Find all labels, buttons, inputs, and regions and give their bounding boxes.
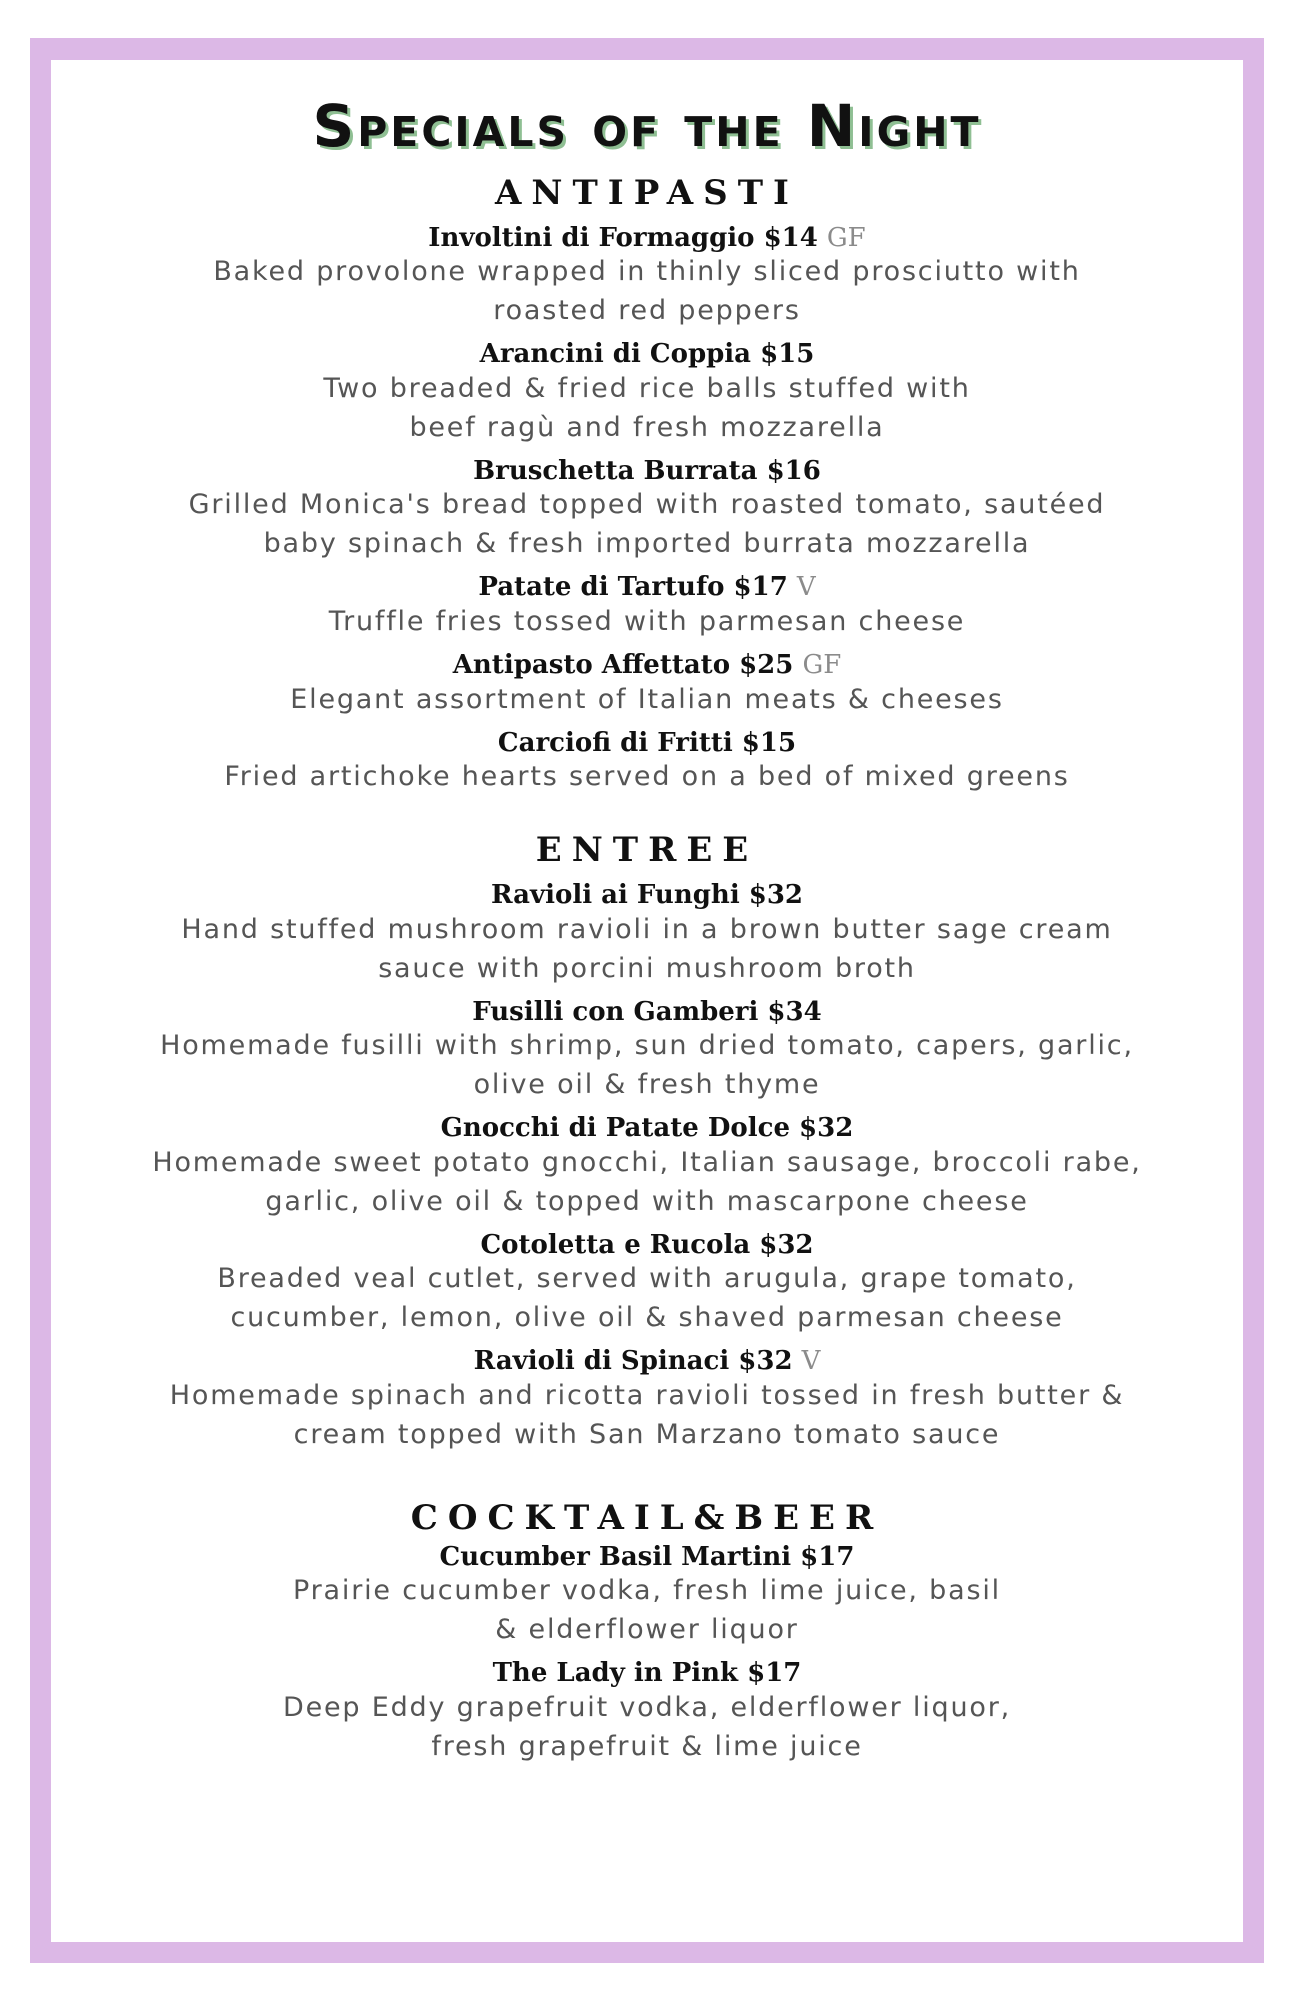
menu-item-description: Breaded veal cutlet, served with arugula, grape tomato, xyxy=(217,1263,1077,1295)
menu-item-name: Cotoletta e Rucola $32 xyxy=(480,1229,814,1260)
diet-tag: V xyxy=(796,572,816,603)
menu-item-name: Carciofi di Fritti $15 xyxy=(497,727,797,758)
menu-item-description: cucumber, lemon, olive oil & shaved parmesan cheese xyxy=(230,1302,1064,1334)
menu-item xyxy=(51,729,1243,797)
menu-item xyxy=(51,457,1243,564)
menu-item-description: beef ragù and fresh mozzarella xyxy=(409,411,885,443)
menu-item-description: Baked provolone wrapped in thinly sliced prosciutto with xyxy=(213,256,1081,288)
menu-item-description: Elegant assortment of Italian meats & cheeses xyxy=(290,683,1004,715)
menu-item-name: Arancini di Coppia $15 xyxy=(479,339,815,370)
menu-item-description: fresh grapefruit & lime juice xyxy=(431,1730,863,1762)
menu-item xyxy=(51,651,1243,719)
menu-item-description: Truffle fries tossed with parmesan cheese xyxy=(328,605,966,637)
menu-item-description: sauce with porcini mushroom broth xyxy=(378,952,916,984)
menu-item-name: Antipasto Affettato $25 GF xyxy=(452,649,842,680)
menu-item-name: The Lady in Pink $17 xyxy=(492,1658,802,1689)
menu-item xyxy=(51,224,1243,331)
menu-item-name: Gnocchi di Patate Dolce $32 xyxy=(440,1113,854,1144)
menu-item-name: Fusilli con Gamberi $34 xyxy=(472,996,822,1027)
menu-item xyxy=(51,998,1243,1105)
menu-item-description: cream topped with San Marzano tomato sauce xyxy=(293,1418,1001,1450)
menu-item-description: Prairie cucumber vodka, fresh lime juice, basil xyxy=(293,1575,1001,1607)
menu-item-description: Deep Eddy grapefruit vodka, elderflower liquor, xyxy=(283,1691,1011,1723)
diet-tag: GF xyxy=(802,649,842,680)
menu-title: Specials of the Night xyxy=(312,92,982,160)
menu-item-description: Grilled Monica's bread topped with roasted tomato, sautéed xyxy=(188,489,1106,521)
menu-item xyxy=(51,1659,1243,1766)
menu-item-name: Cucumber Basil Martini $17 xyxy=(439,1541,855,1572)
menu-item-description: olive oil & fresh thyme xyxy=(473,1069,821,1101)
menu-item-description: Fried artichoke hearts served on a bed of mixed greens xyxy=(224,761,1070,793)
menu-item-description: Hand stuffed mushroom ravioli in a brown butter sage cream xyxy=(181,913,1113,945)
menu-item-name: Involtini di Formaggio $14 GF xyxy=(428,222,866,253)
menu-item-description: Two breaded & fried rice balls stuffed with xyxy=(323,372,971,404)
menu-item-description: garlic, olive oil & topped with mascarpone cheese xyxy=(265,1185,1029,1217)
menu-item-description: Homemade spinach and ricotta ravioli tossed in fresh butter & xyxy=(169,1379,1125,1411)
menu-item-description: Homemade sweet potato gnocchi, Italian sausage, broccoli rabe, xyxy=(152,1146,1142,1178)
menu-item-name: Bruschetta Burrata $16 xyxy=(473,455,821,486)
diet-tag: V xyxy=(801,1346,821,1377)
menu-item-description: Homemade fusilli with shrimp, sun dried tomato, capers, garlic, xyxy=(160,1030,1134,1062)
section-entree xyxy=(51,830,1243,1454)
section-antipasti xyxy=(51,173,1243,796)
menu-item xyxy=(51,1114,1243,1221)
diet-tag: GF xyxy=(826,222,866,253)
menu-item-description: & elderflower liquor xyxy=(495,1614,799,1646)
menu-item xyxy=(51,340,1243,447)
section-title-entree: ENTREE xyxy=(535,830,759,871)
menu-item xyxy=(51,1543,1243,1650)
section-title-antipasti: ANTIPASTI xyxy=(495,172,799,213)
menu-content xyxy=(51,60,1243,1766)
menu-item xyxy=(51,1231,1243,1338)
menu-item xyxy=(51,1347,1243,1454)
section-title-cocktail-beer: COCKTAIL&BEER xyxy=(410,1497,884,1538)
menu-item-description: baby spinach & fresh imported burrata mozzarella xyxy=(263,528,1031,560)
menu-item-name: Ravioli di Spinaci $32 V xyxy=(473,1346,821,1377)
menu-item xyxy=(51,881,1243,988)
menu-item xyxy=(51,573,1243,641)
menu-item-name: Ravioli ai Funghi $32 xyxy=(490,879,804,910)
section-cocktail-beer xyxy=(51,1498,1243,1766)
menu-item-name: Patate di Tartufo $17 V xyxy=(478,572,816,603)
menu-item-description: roasted red peppers xyxy=(493,295,801,327)
